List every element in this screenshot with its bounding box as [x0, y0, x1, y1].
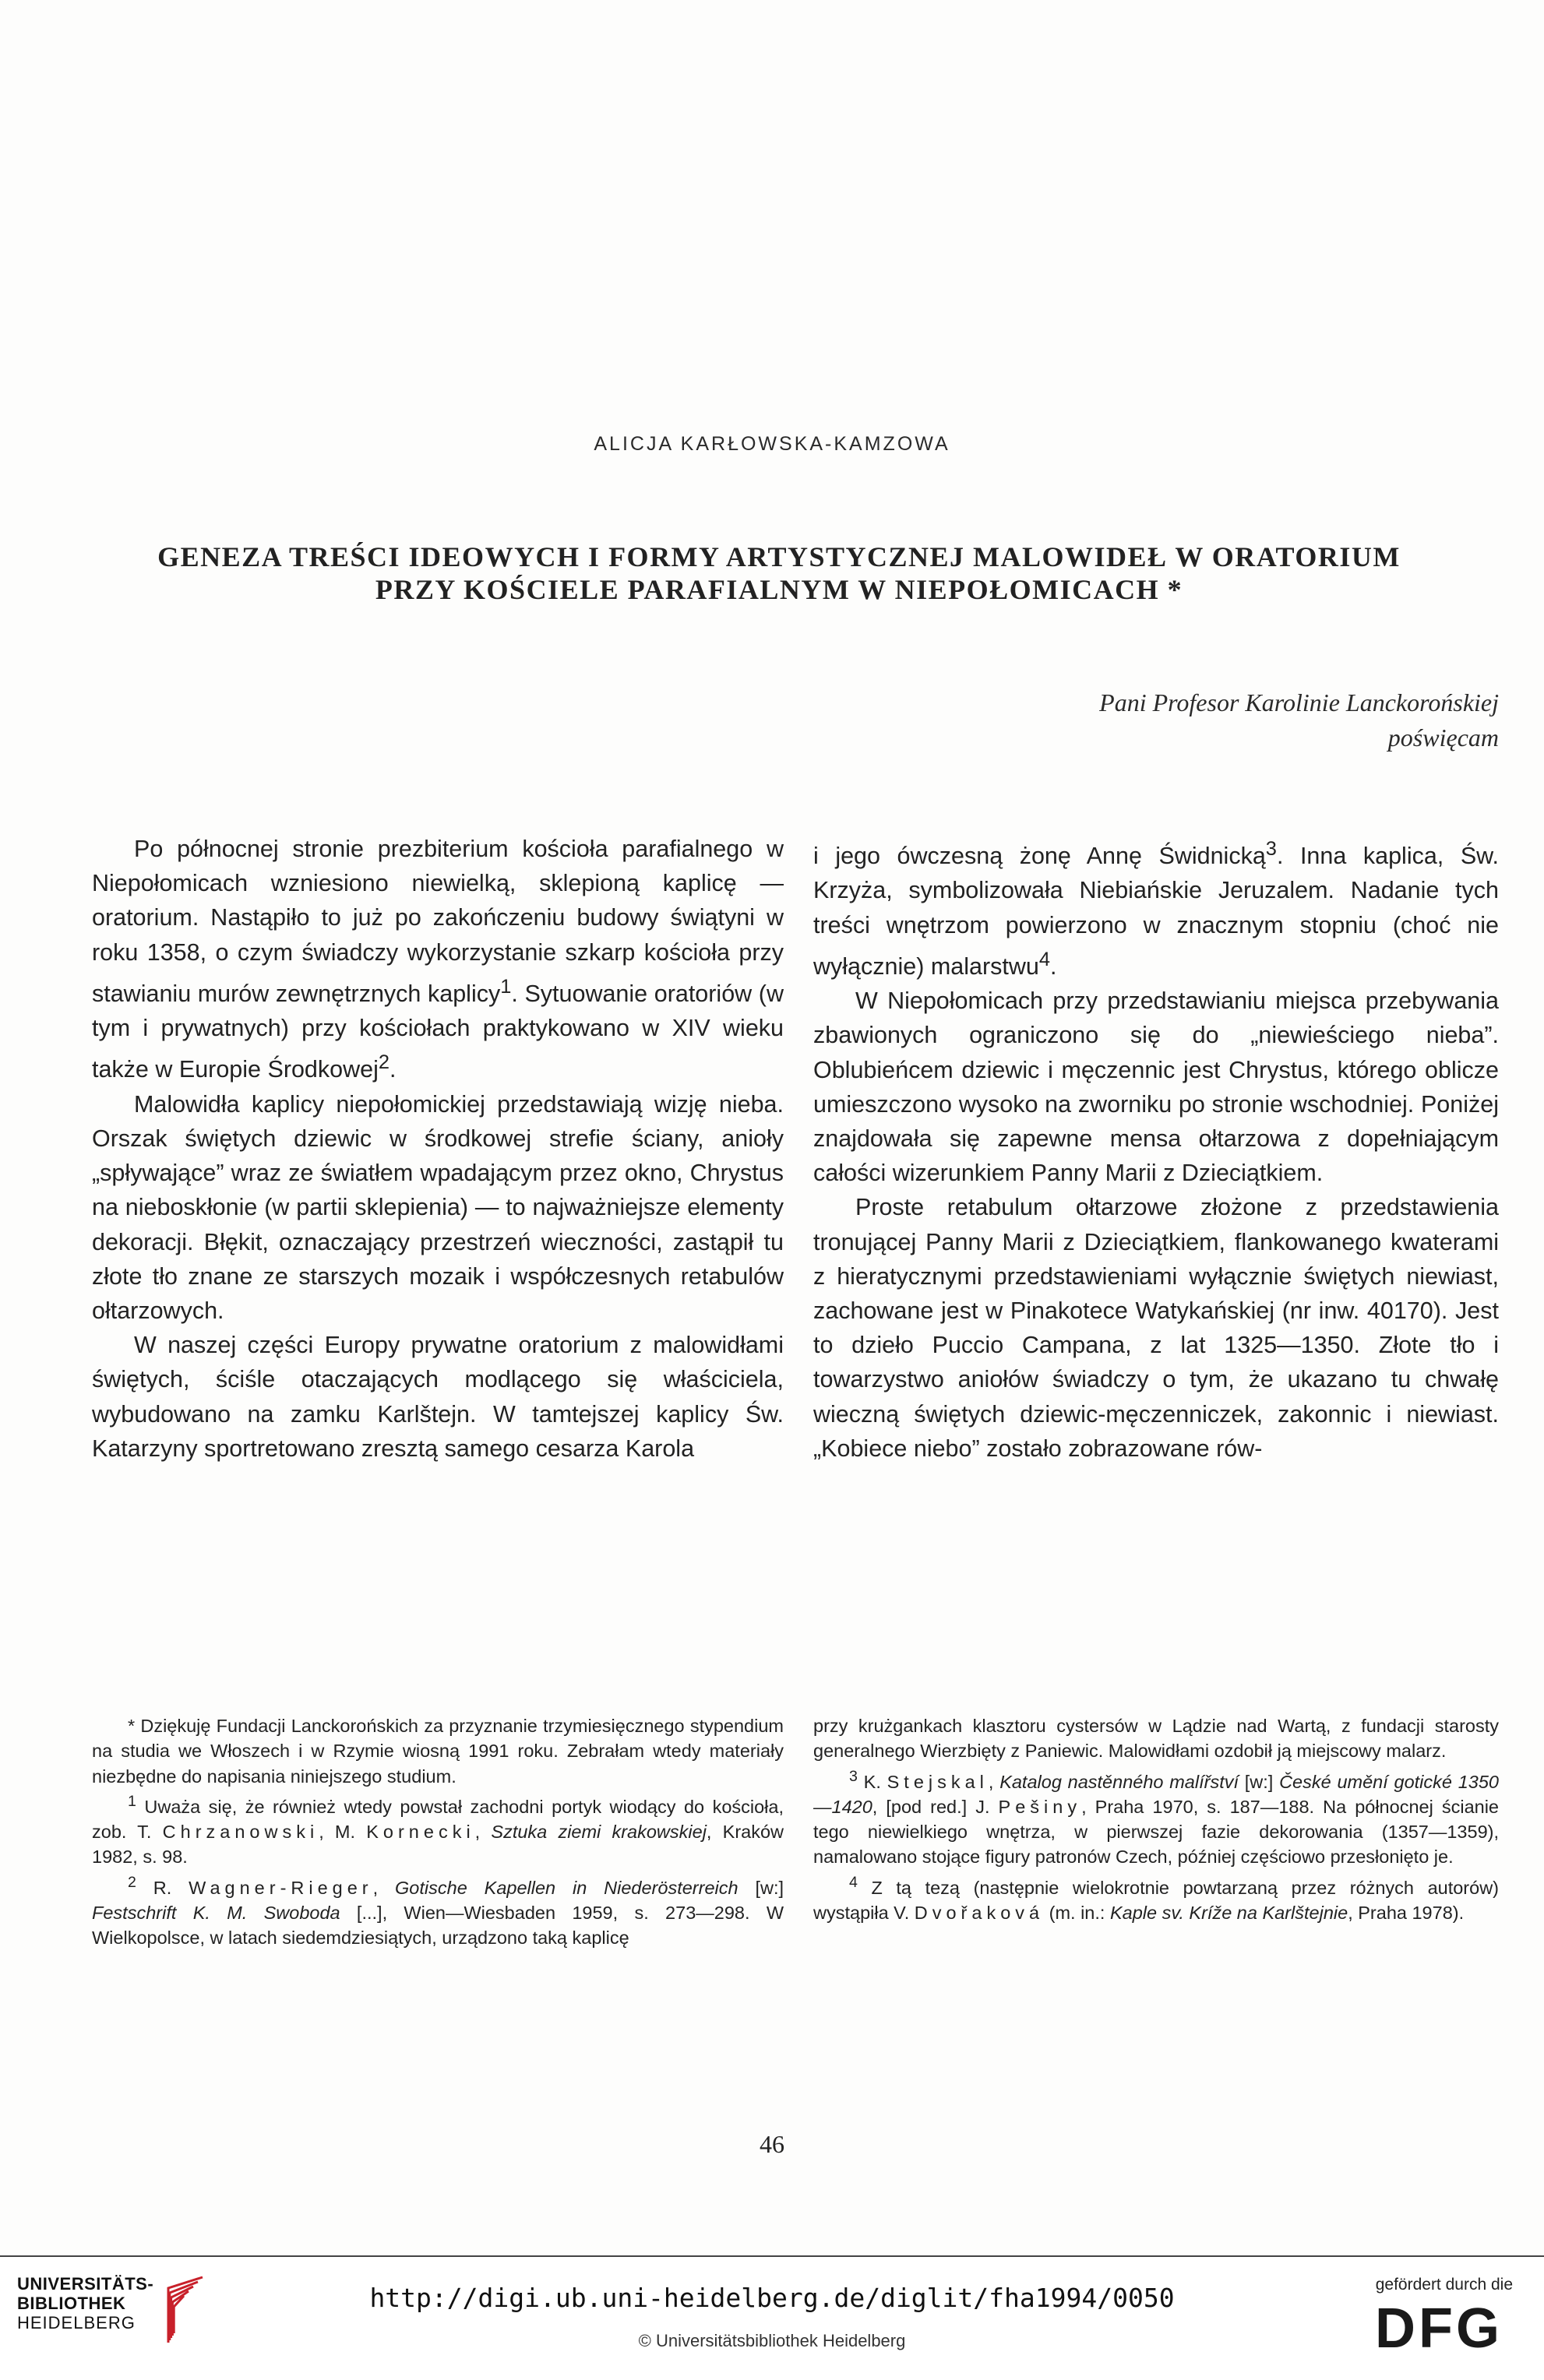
footnotes-right: [813, 1713, 1499, 1925]
article-title: [78, 540, 1480, 606]
text-run: ,: [988, 1771, 1000, 1792]
paragraph: [92, 832, 784, 1087]
cited-work: Katalog nastěnného malířství: [999, 1771, 1239, 1792]
cited-work: Festschrift K. M. Swoboda: [92, 1902, 340, 1923]
footnote-3: [813, 1764, 1499, 1870]
text-run: Uważa się, że również wtedy powstał zachodni portyk wiodący do kościoła, zob. T.: [92, 1796, 784, 1843]
svg-text:DFG: DFG: [1375, 2299, 1503, 2354]
cited-author: Pešiny: [998, 1796, 1082, 1817]
title-line-2-text: PRZY KOŚCIELE PARAFIALNYM W NIEPOŁOMICACH: [375, 574, 1160, 605]
paragraph: Malowidła kaplicy niepołomickiej przedstawiają wizję nieba. Orszak świętych dziewic w środkowej strefie ściany, anioły „spływające” wraz ze światłem wpadającym przez okno, Chrystus na nieboskłonie (w partii sklepienia) — to najważniejsze elementy dekoracji. Błękit, oznaczający przestrzeń wieczności, zastąpił tu złote tło znane ze starszych mozaik i współczesnych retabulów ołtarzowych.: [92, 1090, 784, 1324]
library-name-line-2: BIBLIOTHEK: [17, 2294, 126, 2313]
text-run: K.: [857, 1771, 887, 1792]
page-number: 46: [760, 2130, 784, 2158]
cited-work: Gotische Kapellen in Niederösterreich: [395, 1877, 739, 1898]
text-run: i jego ówczesną żonę Annę Świdnicką: [813, 843, 1266, 870]
text-run: .: [390, 1056, 397, 1083]
footnote-1: [92, 1789, 784, 1870]
footnote-star: * Dziękuję Fundacji Lanckorońskich za przyznanie trzymiesięcznego stypendium na studia we Włoszech i w Rzymie wiosną 1991 roku. Zebrałam wtedy materiały niezbędne do napisania niniejszego studium.: [92, 1716, 784, 1787]
text-run: (m. in.:: [1044, 1902, 1110, 1923]
cited-author: Wagner-Rieger: [189, 1877, 373, 1898]
body-column-left: [92, 832, 784, 1466]
library-name-line-3: HEIDELBERG: [17, 2313, 136, 2332]
footnotes-left: [92, 1713, 784, 1950]
library-name-line-1: UNIVERSITÄTS-: [17, 2274, 154, 2294]
footnote-continuation: przy krużgankach klasztoru cystersów w Lądzie nad Wartą, z fundacji starosty generalnego Wierzbięty z Paniewic. Malowidłami ozdobił ją miejscowy malarz.: [813, 1716, 1499, 1762]
text-run: ,: [474, 1822, 492, 1843]
dedication-line-1: Pani Profesor Karolinie Lanckorońskiej: [1099, 688, 1499, 716]
text-run: . Sytuowanie oratoriów (w tym i prywatnych) przy kościołach praktykowano w XIV wieku także w Europie Środkowej: [92, 980, 784, 1083]
footnote-ref: 4: [1038, 948, 1050, 970]
text-run: , M.: [319, 1822, 367, 1843]
footnote-ref: 3: [1265, 838, 1277, 860]
permalink-url[interactable]: http://digi.ub.uni-heidelberg.de/diglit/fha1994/0050: [369, 2283, 1175, 2313]
paragraph: W naszej części Europy prywatne oratorium z malowidłami świętych, ściśle otaczających modlącego się właściciela, wybudowano na zamku Karlštejn. W tamtejszej kaplicy Św. Katarzyny sportretowano zresztą samego cesarza Karola: [92, 1332, 784, 1462]
cited-work: České umění gotické 1350—1420: [813, 1771, 1499, 1817]
title-line-2: [78, 573, 1480, 606]
article-author: ALICJA KARŁOWSKA-KAMZOWA: [594, 433, 950, 455]
footnote-number: 2: [128, 1873, 136, 1891]
title-footnote-mark: *: [1159, 574, 1183, 605]
copyright-notice: © Universitätsbibliothek Heidelberg: [638, 2331, 906, 2350]
text-run: , Kraków 1982, s. 98.: [92, 1822, 784, 1868]
text-run: Po północnej stronie prezbiterium kościoła parafialnego w Niepołomicach wzniesiono niewielką, sklepioną kaplicę — oratorium. Nastąpiło to już po zakończeniu budowy świątyni w roku 1358, o czym świadczy wykorzystanie szkarp kościoła przy stawianiu murów zewnętrznych kaplicy: [92, 836, 784, 1007]
text-run: Z tą tezą (następnie wielokrotnie powtarzaną przez różnych autorów) wystąpiła V.: [813, 1877, 1499, 1923]
text-run: , Praha 1978).: [1348, 1902, 1465, 1923]
cited-work: Sztuka ziemi krakowskiej: [491, 1822, 707, 1843]
dfg-funding-logo[interactable]: [1357, 2276, 1513, 2369]
text-run: , [pod red.] J.: [872, 1796, 999, 1817]
footnote-ref: 1: [500, 975, 512, 998]
cited-author: Kornecki: [366, 1822, 475, 1843]
text-run: . Inna kaplica, Św. Krzyża, symbolizowała Niebiańskie Jeruzalem. Nadanie tych treści wnętrzom powierzono w znacznym stopniu (choć nie wyłącznie) malarstwu: [813, 843, 1499, 980]
paragraph: [813, 832, 1499, 984]
text-run: [...], Wien—Wiesbaden 1959, s. 273—298. W Wielkopolsce, w latach siedemdziesiątych, urządzono taką kaplicę: [92, 1902, 784, 1949]
text-run: ,: [372, 1877, 396, 1898]
footnote-4: [813, 1870, 1499, 1925]
footnote-2: [92, 1870, 784, 1951]
text-run: , Praha 1970, s. 187—188. Na północnej ścianie tego niewielkiego wnętrza, w pierwszej fazie dekorowania (1357—1359), namalowano stojące figury patronów Czech, później częściowo przesłonięto je.: [813, 1796, 1499, 1868]
text-run: [w:]: [1239, 1771, 1280, 1792]
text-run: R.: [136, 1877, 189, 1898]
title-line-1: GENEZA TREŚCI IDEOWYCH I FORMY ARTYSTYCZNEJ MALOWIDEŁ W ORATORIUM: [157, 541, 1401, 572]
footnote-number: 3: [849, 1767, 858, 1785]
dedication-line-2: poświęcam: [1387, 724, 1499, 752]
paragraph: Proste retabulum ołtarzowe złożone z przedstawienia tronującej Panny Marii z Dzieciątkiem, flankowanego kwaterami z hieratycznymi przedstawieniami wyłącznie świętych niewiast, zachowane jest w Pinakotece Watykańskiej (nr inw. 40170). Jest to dzieło Puccio Campana, z lat 1325—1350. Złote tło i towarzystwo aniołów świadczy o tym, że ukazano tu chwałę wieczną świętych dziewic-męczenniczek, zakonnic i niewiast. „Kobiece niebo” zostało zobrazowane rów-: [813, 1194, 1499, 1462]
dedication: [798, 685, 1499, 755]
text-run: [w:]: [738, 1877, 784, 1898]
body-column-right: [813, 832, 1499, 1466]
dfg-logo-icon: [1365, 2299, 1513, 2354]
cited-author: Chrzanowski: [162, 1822, 319, 1843]
paragraph: W Niepołomicach przy przedstawianiu miejsca przebywania zbawionych ograniczono się do „niewieściego nieba”. Oblubieńcem dziewic i męczennic jest Chrystus, którego oblicze umieszczono wysoko na zworniku po stronie wschodniej. Poniżej znajdowała się zapewne mensa ołtarzowa z dopełniającym całości wizerunkiem Panny Marii z Dzieciątkiem.: [813, 988, 1499, 1187]
footnote-ref: 2: [378, 1051, 390, 1074]
cited-author: Dvořaková: [914, 1902, 1045, 1923]
footnote-number: 1: [128, 1792, 136, 1810]
cited-work: Kaple sv. Kríže na Karlštejnie: [1109, 1902, 1348, 1923]
dfg-caption: gefördert durch die: [1375, 2276, 1513, 2294]
footer-divider: [0, 2255, 1544, 2257]
text-run: .: [1049, 952, 1057, 980]
cited-author: Stejskal: [887, 1771, 989, 1792]
footnote-number: 4: [849, 1873, 858, 1891]
